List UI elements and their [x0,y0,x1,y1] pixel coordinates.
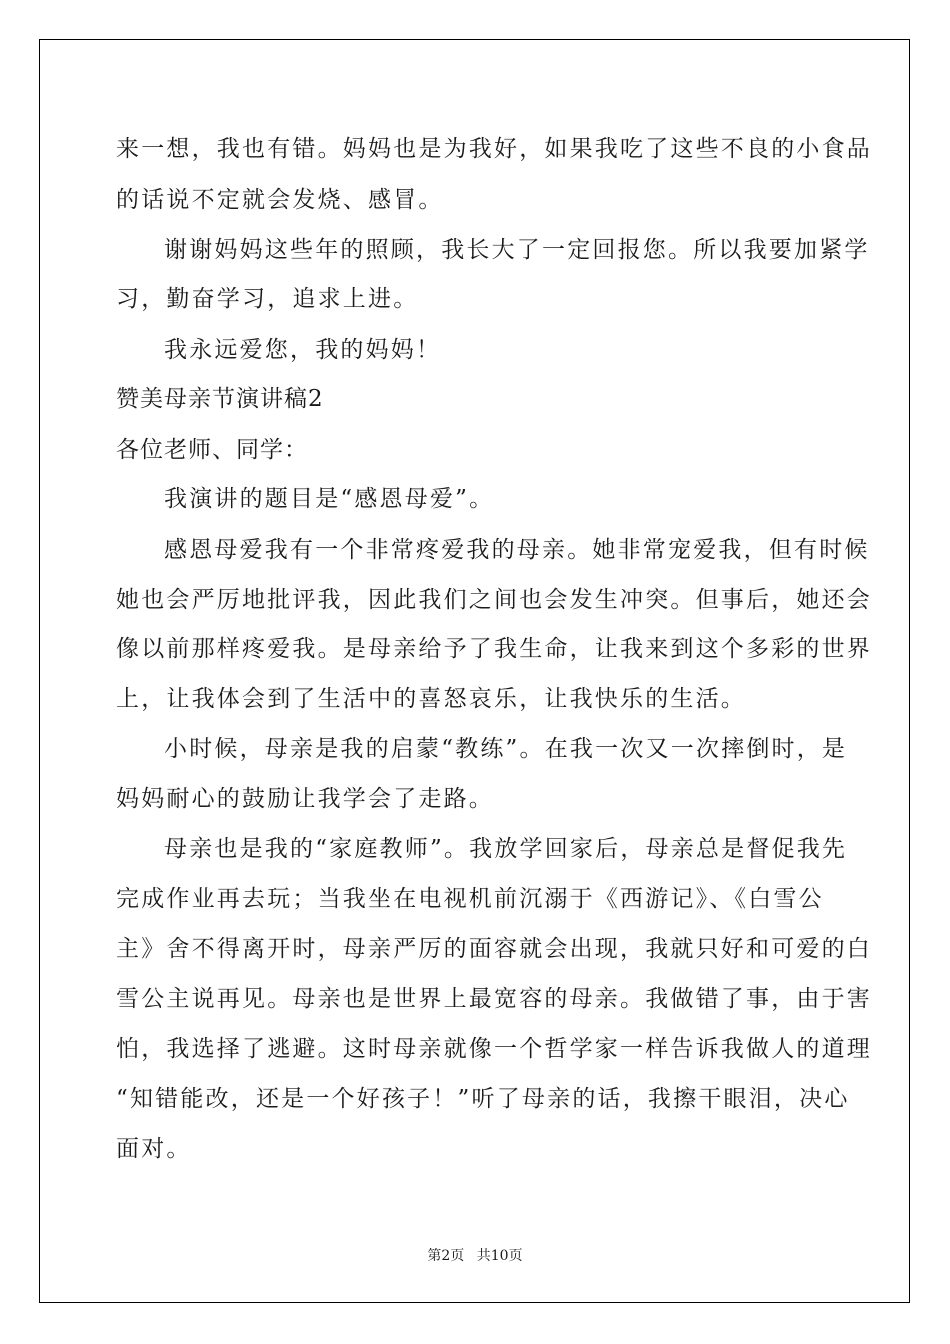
text-line: 我演讲的题目是“感恩母爱”。 [164,486,495,512]
page-number: 第2页 [427,1248,465,1264]
text-line: 习，勤奋学习，追求上进。 [116,286,419,312]
text-line: 主》舍不得离开时，母亲严厉的面容就会出现，我就只好和可爱的白 [116,936,872,962]
text-line: 像以前那样疼爱我。是母亲给予了我生命，让我来到这个多彩的世界 [116,636,872,662]
text-line: 感恩母爱我有一个非常疼爱我的母亲。她非常宠爱我，但有时候 [164,537,870,563]
text-line: 来一想，我也有错。妈妈也是为我好，如果我吃了这些不良的小食品 [116,136,872,162]
text-line: 怕，我选择了逃避。这时母亲就像一个哲学家一样告诉我做人的道理 [116,1036,872,1062]
salutation: 各位老师、同学： [116,437,308,463]
text-line: 的话说不定就会发烧、感冒。 [116,187,444,213]
text-line: 我永远爱您，我的妈妈！ [164,337,442,363]
page-footer [0,1247,950,1265]
page-total: 共10页 [476,1248,523,1264]
text-line: 上，让我体会到了生活中的喜怒哀乐，让我快乐的生活。 [116,686,746,712]
text-line: 面对。 [116,1136,192,1162]
text-line: 母亲也是我的“家庭教师”。我放学回家后，母亲总是督促我先 [164,836,848,862]
text-line: 小时候，母亲是我的启蒙“教练”。在我一次又一次摔倒时，是 [164,736,848,762]
text-line: 妈妈耐心的鼓励让我学会了走路。 [116,786,494,812]
text-line: 雪公主说再见。母亲也是世界上最宽容的母亲。我做错了事，由于害 [116,986,872,1012]
text-line: “知错能改，还是一个好孩子！”听了母亲的话，我擦干眼泪，决心 [116,1086,850,1112]
text-line: 完成作业再去玩；当我坐在电视机前沉溺于《西游记》、《白雪公 [116,886,824,912]
text-line: 谢谢妈妈这些年的照顾，我长大了一定回报您。所以我要加紧学 [164,237,870,263]
section-title: 赞美母亲节演讲稿2 [116,386,324,412]
text-line: 她也会严厉地批评我，因此我们之间也会发生冲突。但事后，她还会 [116,587,872,613]
